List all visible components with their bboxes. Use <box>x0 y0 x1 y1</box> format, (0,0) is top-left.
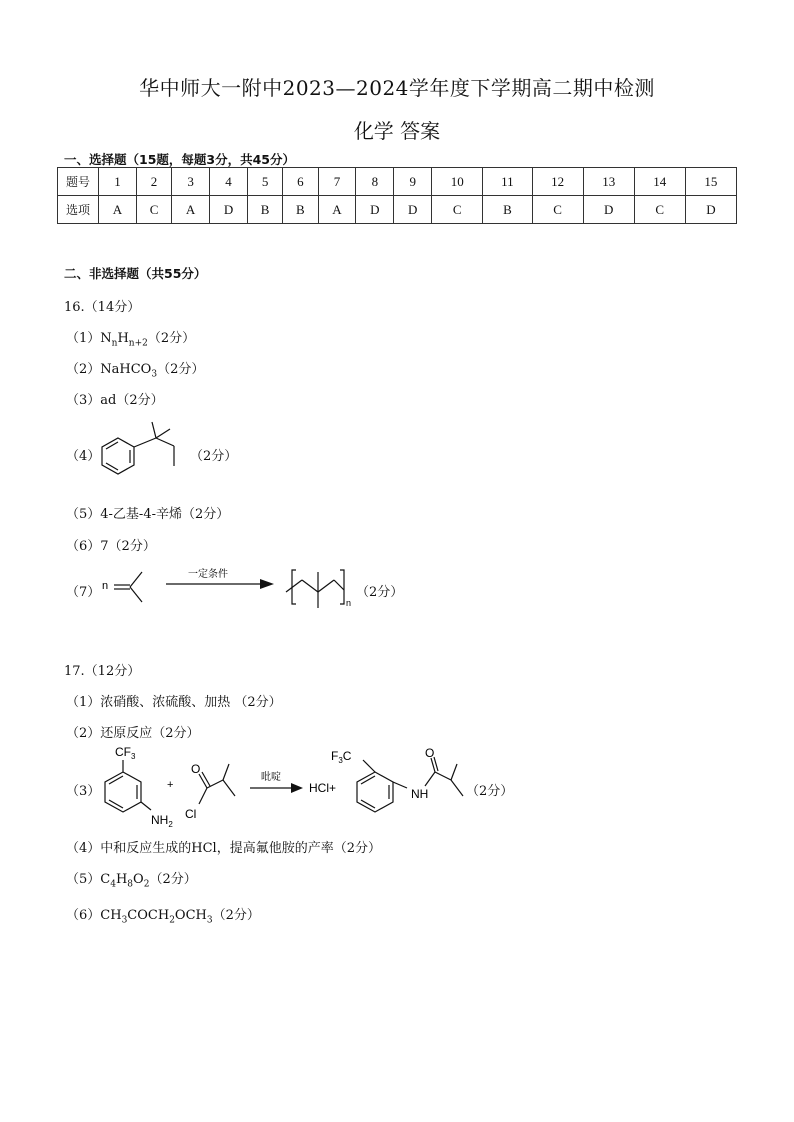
table-cell: A <box>99 196 137 224</box>
q16-answer-7-score: （2分） <box>356 585 404 600</box>
f3c-label: $F_3C$ <box>331 749 352 765</box>
q17-answer-5: $(5)C_4H_8O_2(2$分） <box>66 872 197 890</box>
q16-answer-4-score: （2分） <box>190 449 238 464</box>
q17-label: 17.（12分） <box>64 664 141 679</box>
table-cell: D <box>210 196 248 224</box>
q16-answer-6: （6）7（2分） <box>66 539 156 554</box>
q16-answer-2: （2）NaHCO$_3$（2分） <box>66 362 205 380</box>
cf3-label: $CF_3$ <box>115 745 136 761</box>
q16-answer-3: （3）ad（2分） <box>66 393 164 408</box>
polymer-n: n <box>346 598 352 608</box>
q17-answer-1: （1）浓硝酸、浓硫酸、加热 （2分） <box>66 695 282 710</box>
table-row-numbers <box>58 168 737 196</box>
q17-answer-6: $(6)CH_3COCH_2OCH_3(2$分） <box>66 908 260 926</box>
row-label-num: 题号 <box>58 168 99 196</box>
q17-answer-3-prefix: （3） <box>66 784 101 799</box>
q16-answer-5: （5）4-乙基-4-辛烯（2分） <box>66 507 230 522</box>
table-cell: D <box>356 196 394 224</box>
table-cell: C <box>136 196 171 224</box>
reaction-arrowhead <box>260 579 274 589</box>
q17-answer-3-score: （2分） <box>466 784 514 799</box>
table-cell: 11 <box>483 168 532 196</box>
reaction-condition: 吡啶 <box>261 772 281 783</box>
structure-4-svg <box>96 420 186 482</box>
polymer-structure <box>286 570 344 608</box>
table-cell: B <box>483 196 532 224</box>
table-cell: D <box>583 196 634 224</box>
q16-answer-4-prefix: （4） <box>66 449 101 464</box>
chlorine-label: Cl <box>185 807 197 821</box>
table-cell: 1 <box>99 168 137 196</box>
q16-answer-1: $(1)N_nH_{n+2}(2$分） <box>66 331 196 349</box>
benzene-ring <box>102 438 134 474</box>
page-title: 华中师大一附中2023—2024学年度下学期高二期中检测 <box>139 76 655 100</box>
plus-sign: + <box>167 779 174 791</box>
answer-table <box>57 167 737 224</box>
nh-label: NH <box>411 787 429 801</box>
table-cell: 12 <box>532 168 583 196</box>
table-cell: A <box>172 196 210 224</box>
table-cell: 7 <box>318 168 356 196</box>
table-cell: C <box>532 196 583 224</box>
reaction-condition: 一定条件 <box>188 569 228 580</box>
table-cell: 10 <box>432 168 483 196</box>
table-cell: 15 <box>685 168 736 196</box>
polymerization-svg <box>96 562 396 612</box>
table-cell: 6 <box>283 168 318 196</box>
section1-heading: 一、选择题（15题，每题3分，共45分） <box>64 152 295 167</box>
oxygen-label-2: O <box>425 746 435 760</box>
table-row-answers <box>58 196 737 224</box>
oxygen-label: O <box>191 762 201 776</box>
q17-answer-4: （4）中和反应生成的HCl，提高氟他胺的产率（2分） <box>66 841 381 856</box>
hcl-label: HCl+ <box>309 781 337 795</box>
table-cell: 8 <box>356 168 394 196</box>
table-cell: D <box>685 196 736 224</box>
flutamide-structure <box>357 757 463 812</box>
row-label-ans: 选项 <box>58 196 99 224</box>
q17-answer-2: （2）还原反应（2分） <box>66 726 200 741</box>
amidation-reaction-svg <box>95 742 525 834</box>
isobutylene-structure <box>114 572 142 602</box>
table-cell: 9 <box>394 168 432 196</box>
section2-heading: 二、非选择题（共55分） <box>64 266 207 281</box>
table-cell: C <box>432 196 483 224</box>
table-cell: 5 <box>247 168 282 196</box>
table-cell: B <box>283 196 318 224</box>
table-cell: 4 <box>210 168 248 196</box>
table-cell: 3 <box>172 168 210 196</box>
table-cell: B <box>247 196 282 224</box>
page-subtitle: 化学 答案 <box>353 119 441 143</box>
table-cell: D <box>394 196 432 224</box>
monomer-count: n <box>102 580 109 592</box>
aniline-ring <box>105 760 151 812</box>
acyl-chloride-structure <box>199 764 235 804</box>
table-cell: 2 <box>136 168 171 196</box>
table-cell: C <box>634 196 685 224</box>
q16-answer-7-prefix: （7） <box>66 585 101 600</box>
nh2-label: $NH_2$ <box>151 813 173 829</box>
reaction-arrowhead <box>291 783 303 793</box>
table-cell: 13 <box>583 168 634 196</box>
table-cell: A <box>318 196 356 224</box>
table-cell: 14 <box>634 168 685 196</box>
q16-label: 16.（14分） <box>64 300 141 315</box>
